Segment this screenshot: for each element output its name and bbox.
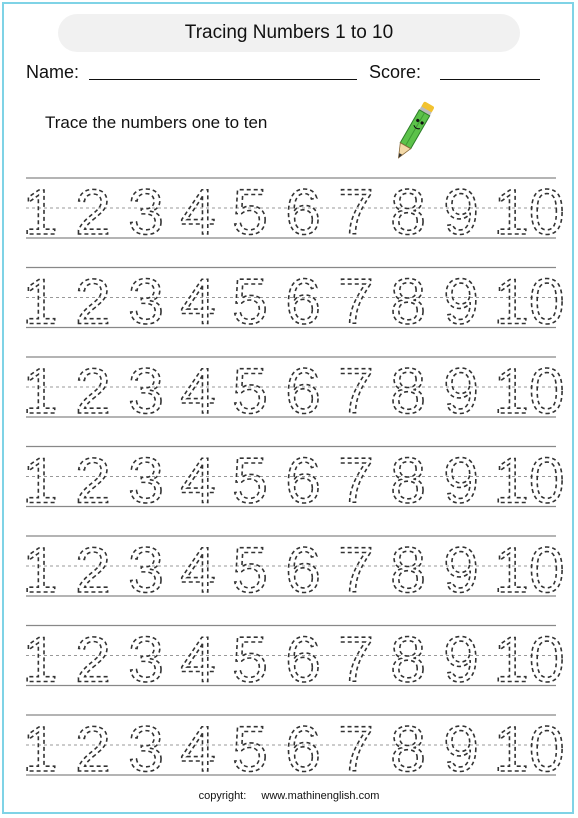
- trace-number: 8: [390, 534, 426, 606]
- website-link[interactable]: www.mathinenglish.com: [261, 790, 380, 802]
- trace-number: 4: [180, 176, 216, 248]
- page-title: Tracing Numbers 1 to 10: [184, 22, 394, 43]
- trace-number: 10: [493, 265, 565, 338]
- trace-number: 2: [75, 444, 111, 517]
- trace-number: 1: [22, 534, 58, 606]
- trace-number: 8: [390, 355, 426, 427]
- copyright-label: copyright:: [198, 790, 247, 802]
- trace-number: 10: [493, 534, 565, 606]
- trace-number: 1: [22, 265, 58, 338]
- instruction-text: Trace the numbers one to ten: [45, 113, 268, 132]
- trace-number: 9: [443, 265, 479, 338]
- trace-number: 8: [390, 713, 426, 785]
- trace-number: 7: [338, 355, 374, 427]
- tracing-row: [22, 713, 564, 785]
- trace-number: 4: [180, 444, 216, 517]
- tracing-row: [22, 624, 564, 696]
- trace-number: 8: [390, 265, 426, 338]
- trace-number: 5: [232, 534, 268, 606]
- trace-number: 10: [493, 713, 565, 785]
- tracing-row: [22, 355, 564, 427]
- trace-number: 9: [443, 534, 479, 606]
- trace-number: 2: [75, 355, 111, 427]
- trace-number: 7: [338, 176, 374, 248]
- trace-number: 1: [22, 176, 58, 248]
- trace-number: 5: [232, 444, 268, 517]
- tracing-row: [22, 176, 564, 248]
- trace-number: 3: [128, 265, 164, 338]
- trace-number: 1: [22, 623, 58, 696]
- trace-number: 5: [232, 265, 268, 338]
- trace-number: 8: [390, 176, 426, 248]
- trace-number: 8: [390, 623, 426, 696]
- trace-number: 2: [75, 265, 111, 338]
- trace-number: 9: [443, 355, 479, 427]
- trace-number: 7: [338, 623, 374, 696]
- trace-number: 9: [443, 623, 479, 696]
- trace-number: 4: [180, 534, 216, 606]
- footer: [0, 790, 578, 802]
- trace-number: 1: [22, 444, 58, 517]
- trace-number: 5: [232, 623, 268, 696]
- trace-number: 7: [338, 265, 374, 338]
- trace-number: 3: [128, 444, 164, 517]
- trace-number: 10: [493, 444, 565, 517]
- trace-number: 6: [285, 265, 321, 338]
- trace-number: 4: [180, 713, 216, 785]
- trace-number: 6: [285, 534, 321, 606]
- trace-number: 6: [285, 623, 321, 696]
- trace-number: 6: [285, 355, 321, 427]
- trace-number: 2: [75, 176, 111, 248]
- trace-number: 7: [338, 534, 374, 606]
- trace-number: 2: [75, 713, 111, 785]
- trace-number: 9: [443, 176, 479, 248]
- trace-number: 9: [443, 444, 479, 517]
- trace-number: 3: [128, 623, 164, 696]
- trace-number: 4: [180, 355, 216, 427]
- trace-number: 5: [232, 713, 268, 785]
- trace-number: 10: [493, 176, 565, 248]
- trace-number: 10: [493, 355, 565, 427]
- trace-number: 9: [443, 713, 479, 785]
- trace-number: 7: [338, 444, 374, 517]
- name-label: Name:: [26, 62, 80, 82]
- trace-number: 8: [390, 444, 426, 517]
- trace-number: 6: [285, 713, 321, 785]
- trace-number: 10: [493, 623, 565, 696]
- trace-number: 1: [22, 355, 58, 427]
- tracing-row: [22, 534, 564, 606]
- trace-number: 3: [128, 713, 164, 785]
- trace-number: 2: [75, 534, 111, 606]
- score-label: Score:: [369, 62, 422, 82]
- tracing-row: [22, 266, 564, 338]
- trace-number: 6: [285, 176, 321, 248]
- trace-number: 4: [180, 265, 216, 338]
- trace-number: 5: [232, 176, 268, 248]
- trace-number: 4: [180, 623, 216, 696]
- trace-number: 6: [285, 444, 321, 517]
- trace-number: 7: [338, 713, 374, 785]
- trace-number: 2: [75, 623, 111, 696]
- trace-number: 3: [128, 355, 164, 427]
- trace-number: 3: [128, 534, 164, 606]
- trace-number: 1: [22, 713, 58, 785]
- trace-number: 3: [128, 176, 164, 248]
- trace-number: 5: [232, 355, 268, 427]
- tracing-row: [22, 445, 564, 517]
